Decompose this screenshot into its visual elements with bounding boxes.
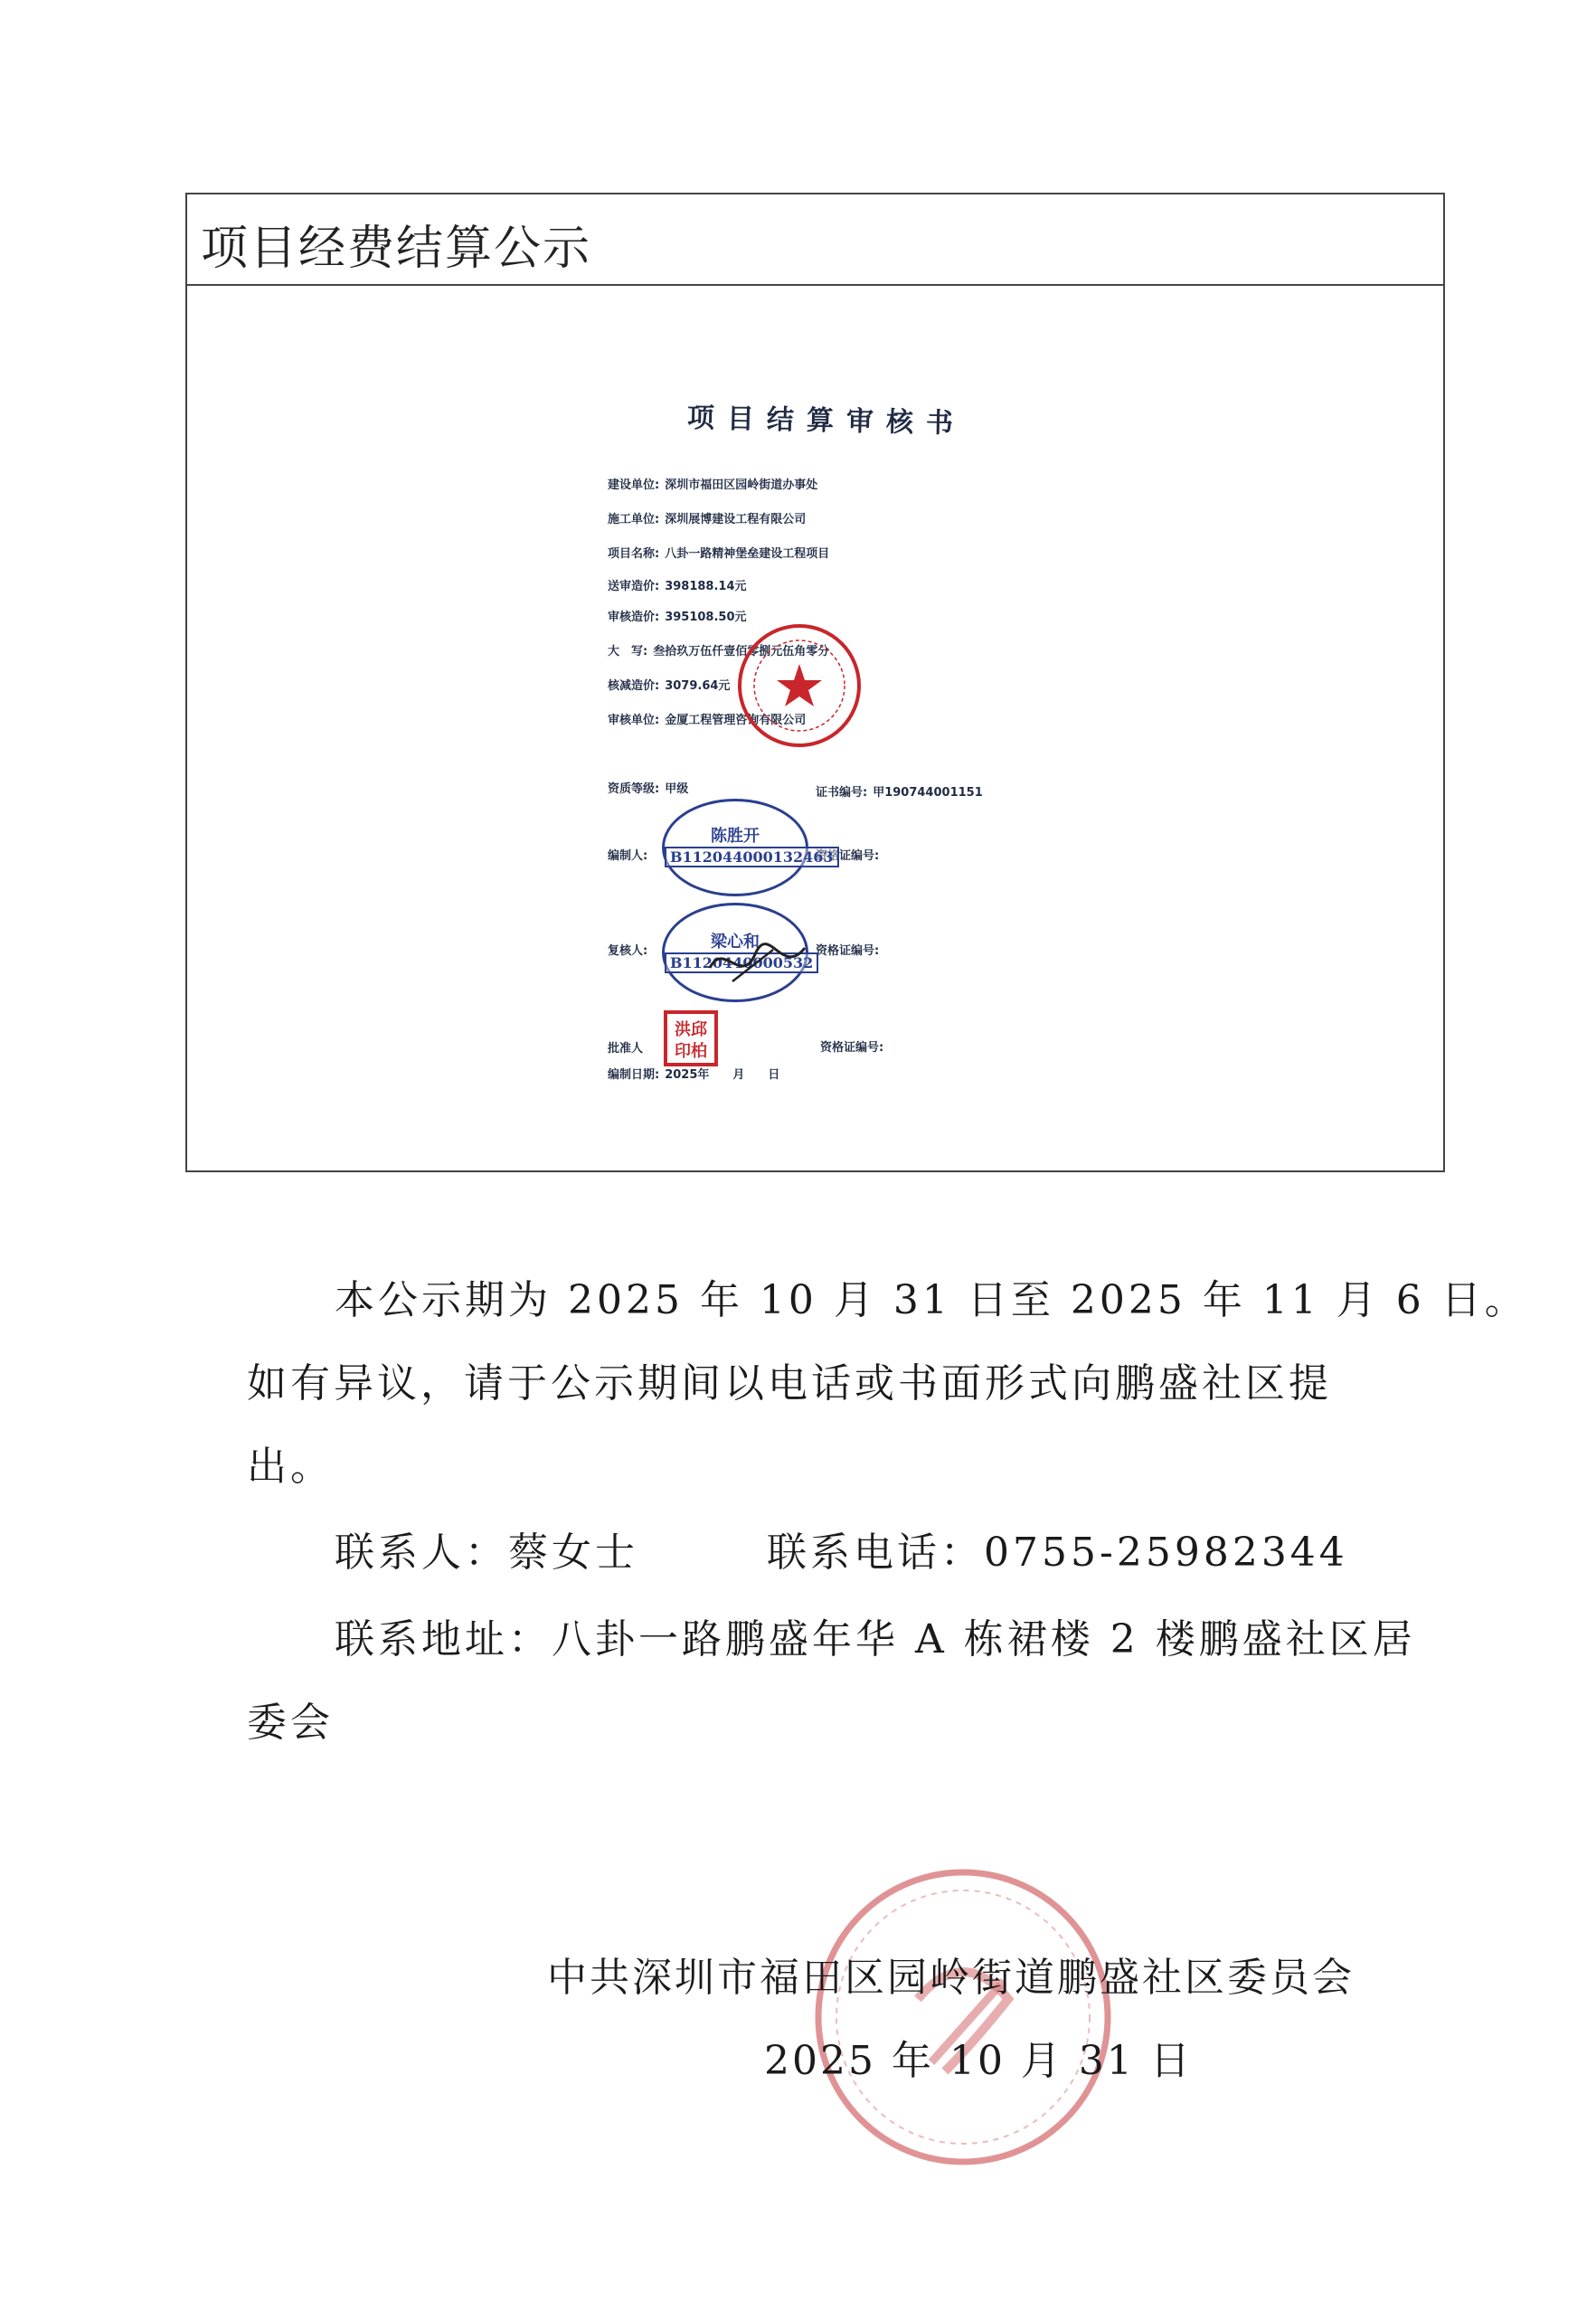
svg-text:印柏: 印柏 <box>675 1042 707 1061</box>
cert-row-value: 金厦工程管理咨询有限公司 <box>665 714 807 727</box>
cert-row-owner <box>608 475 817 492</box>
company-seal <box>738 624 861 747</box>
signature-org: 中共深圳市福田区园岭街道鹏盛社区委员会 <box>547 1955 1355 2001</box>
cert-row-label: 审核单位: <box>608 714 660 727</box>
date-year: 2025年 <box>665 1068 710 1082</box>
cert-row-value: 深圳市福田区园岭街道办事处 <box>665 478 818 492</box>
committee-seal <box>809 1863 1117 2171</box>
cert-row-value: 叁拾玖万伍仟壹佰零捌元伍角零分 <box>653 645 830 658</box>
reviewer-stamp-code: B1120440000532 <box>665 952 818 973</box>
signature-date: 2025 年 10 月 31 日 <box>764 2038 1193 2084</box>
cert-number <box>816 782 983 800</box>
compiler-stamp-name: 陈胜开 <box>711 827 760 846</box>
cert-row-audited-cost <box>608 607 747 624</box>
date-label: 编制日期: <box>608 1068 660 1082</box>
cert-row-label: 项目名称: <box>608 547 660 561</box>
notice-objection: 如有异议，请于公示期间以电话或书面形式向鹏盛社区提 <box>247 1360 1332 1407</box>
reviewer-label: 复核人: <box>608 944 648 958</box>
cert-date <box>608 1065 779 1082</box>
cert-row-label: 施工单位: <box>608 513 660 526</box>
reviewer-cert-label: 资格证编号: <box>816 944 880 958</box>
contact-person: 联系人：蔡女士 <box>335 1530 638 1576</box>
cert-qualification <box>608 779 688 796</box>
cert-row-submitted-cost <box>608 576 747 593</box>
cert-row-label: 大 写: <box>608 645 648 658</box>
date-day: 日 <box>768 1068 780 1082</box>
qualification-value: 甲级 <box>665 782 689 796</box>
compiler-cert-label: 资格证编号: <box>816 849 880 863</box>
cert-number-value: 甲190744001151 <box>873 786 983 800</box>
notice-objection-end: 出。 <box>247 1444 334 1490</box>
certificate-title: 项目结算审核书 <box>686 402 967 441</box>
qualification-label: 资质等级: <box>608 782 660 796</box>
cert-row-value: 八卦一路精神堡垒建设工程项目 <box>665 547 830 561</box>
cert-row-value: 深圳展博建设工程有限公司 <box>665 513 807 526</box>
approver-cert-label: 资格证编号: <box>820 1041 884 1055</box>
cert-row-project <box>608 544 829 561</box>
contact-address-end: 委会 <box>247 1700 334 1746</box>
compiler-stamp <box>662 799 834 896</box>
cert-row-reduction <box>608 676 730 693</box>
contact-phone: 联系电话：0755-25982344 <box>767 1530 1348 1576</box>
svg-text:洪邱: 洪邱 <box>675 1020 707 1039</box>
cert-row-value: 398188.14元 <box>665 580 747 593</box>
cert-row-contractor <box>608 509 806 526</box>
seal-star-icon <box>741 628 857 744</box>
compiler-stamp-code: B112044000132463 <box>665 847 839 867</box>
date-month: 月 <box>732 1068 745 1082</box>
cert-row-label: 建设单位: <box>608 478 660 492</box>
cert-row-label: 审核造价: <box>608 611 660 624</box>
cert-number-label: 证书编号: <box>816 786 868 800</box>
reviewer-stamp-name: 梁心和 <box>711 933 760 952</box>
notice-period: 本公示期为 2025 年 10 月 31 日至 2025 年 11 月 6 日。 <box>335 1277 1528 1323</box>
cert-row-value: 395108.50元 <box>665 611 747 624</box>
reviewer-signature <box>705 932 814 995</box>
contact-address: 联系地址：八卦一路鹏盛年华 A 栋裙楼 2 楼鹏盛社区居 <box>335 1616 1416 1663</box>
approver-seal <box>664 1010 718 1066</box>
page-title: 项目经费结算公示 <box>201 222 592 276</box>
compiler-label: 编制人: <box>608 849 648 863</box>
cert-row-value: 3079.64元 <box>665 679 731 693</box>
cert-row-label: 核减造价: <box>608 679 660 693</box>
cert-row-label: 送审造价: <box>608 580 660 593</box>
approver-label: 批准人 <box>608 1042 644 1056</box>
